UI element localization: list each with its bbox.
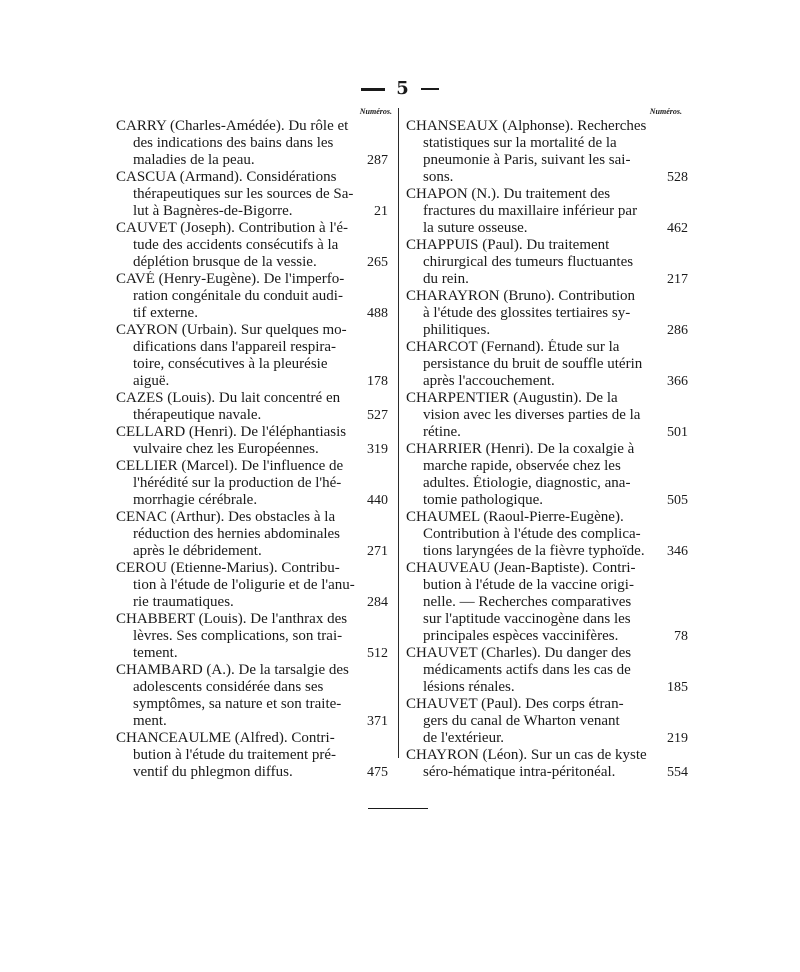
entry-text-line: la suture osseuse. xyxy=(423,220,528,236)
index-entry xyxy=(406,560,688,645)
entry-number: 366 xyxy=(667,374,688,389)
entry-text-line: lésions rénales. xyxy=(423,679,515,695)
column-divider xyxy=(398,108,399,758)
index-entry xyxy=(116,322,392,390)
entry-number: 501 xyxy=(667,425,688,440)
entry-number: 219 xyxy=(667,731,688,746)
entry-text-line: réduction des hernies abdominales xyxy=(133,526,341,542)
entry-text-line: bution à l'étude de la vaccine origi- xyxy=(423,577,634,593)
entry-text-line: gers du canal de Wharton venant xyxy=(423,713,620,729)
index-entry xyxy=(406,339,688,390)
entry-text-line: ration congénitale du conduit audi- xyxy=(133,288,343,304)
index-entry xyxy=(406,390,688,441)
entry-text-line: l'hérédité sur la production de l'hé- xyxy=(133,475,342,491)
index-entry xyxy=(116,730,392,781)
entry-text-line: de l'extérieur. xyxy=(423,730,504,746)
entry-text-line: vision avec les diverses parties de la xyxy=(423,407,641,423)
entry-heading-line: CHARAYRON (Bruno). Contribution xyxy=(406,288,636,304)
entry-text-line: lut à Bagnères-de-Bigorre. xyxy=(133,203,293,219)
entry-text-line: thérapeutiques sur les sources de Sa- xyxy=(133,186,354,202)
entry-number: 346 xyxy=(667,544,688,559)
entry-number: 505 xyxy=(667,493,688,508)
entry-heading-line: CHAUVET (Charles). Du danger des xyxy=(406,645,632,661)
column-label: Numéros. xyxy=(359,107,392,116)
entry-text-line: adultes. Étiologie, diagnostic, ana- xyxy=(423,475,631,491)
index-entry xyxy=(406,237,688,288)
entry-text-line: tions laryngées de la fièvre typhoïde. xyxy=(423,543,645,559)
entry-heading-line: CHANCEAULME (Alfred). Contri- xyxy=(116,730,335,746)
entry-text-line: des indications des bains dans les xyxy=(133,135,334,151)
entry-number: 475 xyxy=(367,765,388,780)
entry-number: 265 xyxy=(367,255,388,270)
entry-text-line: adolescents considérée dans ses xyxy=(133,679,324,695)
header-dash-right xyxy=(421,88,439,90)
entry-text-line: déplétion brusque de la vessie. xyxy=(133,254,317,270)
entry-text-line: philitiques. xyxy=(423,322,491,338)
index-entry xyxy=(116,169,392,220)
index-entry xyxy=(116,509,392,560)
entry-text-line: vulvaire chez les Européennes. xyxy=(133,441,319,457)
index-entry xyxy=(406,186,688,237)
left-column xyxy=(116,106,392,781)
entry-heading-line: CHARPENTIER (Augustin). De la xyxy=(406,390,618,406)
index-entry xyxy=(406,441,688,509)
entry-heading-line: CENAC (Arthur). Des obstacles à la xyxy=(116,509,336,525)
entry-number: 554 xyxy=(667,765,688,780)
entry-text-line: statistiques sur la mortalité de la xyxy=(423,135,617,151)
entry-heading-line: CAZES (Louis). Du lait concentré en xyxy=(116,390,341,406)
entry-heading-line: CELLIER (Marcel). De l'influence de xyxy=(116,458,344,474)
entry-text-line: ventif du phlegmon diffus. xyxy=(133,764,293,780)
index-entry xyxy=(406,645,688,696)
entry-heading-line: CAUVET (Joseph). Contribution à l'é- xyxy=(116,220,348,236)
entry-text-line: rie traumatiques. xyxy=(133,594,234,610)
entry-number: 287 xyxy=(367,153,388,168)
entry-number: 462 xyxy=(667,221,688,236)
entry-number: 178 xyxy=(367,374,388,389)
entry-heading-line: CEROU (Etienne-Marius). Contribu- xyxy=(116,560,340,576)
entry-heading-line: CHARCOT (Fernand). Étude sur la xyxy=(406,339,620,355)
entry-number: 78 xyxy=(674,629,688,644)
entry-text-line: difications dans l'appareil respira- xyxy=(133,339,337,355)
entry-text-line: lèvres. Ses complications, son trai- xyxy=(133,628,343,644)
entry-text-line: toire, consécutives à la pleurésie xyxy=(133,356,328,372)
entry-number: 528 xyxy=(667,170,688,185)
entry-heading-line: CAVÉ (Henry-Eugène). De l'imperfo- xyxy=(116,271,345,287)
index-entry xyxy=(406,288,688,339)
page-number: 5 xyxy=(396,78,410,99)
entry-heading-line: CHAUVET (Paul). Des corps étran- xyxy=(406,696,624,712)
index-entry xyxy=(406,696,688,747)
entry-text-line: thérapeutique navale. xyxy=(133,407,262,423)
index-entry xyxy=(406,509,688,560)
entry-text-line: rétine. xyxy=(423,424,461,440)
entry-text-line: aiguë. xyxy=(133,373,170,389)
entry-heading-line: CHAYRON (Léon). Sur un cas de kyste xyxy=(406,747,647,763)
index-entry xyxy=(116,118,392,169)
entry-text-line: à l'étude des glossites tertiaires sy- xyxy=(423,305,631,321)
entry-heading-line: CHAUMEL (Raoul-Pierre-Eugène). xyxy=(406,509,624,525)
entry-text-line: bution à l'étude du traitement pré- xyxy=(133,747,337,763)
entry-heading-line: CHARRIER (Henri). De la coxalgie à xyxy=(406,441,635,457)
entry-text-line: pneumonie à Paris, suivant les sai- xyxy=(423,152,631,168)
entry-text-line: tomie pathologique. xyxy=(423,492,543,508)
entry-text-line: tement. xyxy=(133,645,178,661)
entry-text-line: chirurgical des tumeurs fluctuantes xyxy=(423,254,634,270)
entry-text-line: principales espèces vaccinifères. xyxy=(423,628,619,644)
entry-text-line: du rein. xyxy=(423,271,469,287)
entry-text-line: médicaments actifs dans les cas de xyxy=(423,662,631,678)
entry-number: 286 xyxy=(667,323,688,338)
entry-text-line: morrhagie cérébrale. xyxy=(133,492,258,508)
right-column xyxy=(406,106,688,781)
entry-text-line: séro-hématique intra-péritonéal. xyxy=(423,764,616,780)
entry-number: 217 xyxy=(667,272,688,287)
entry-text-line: marche rapide, observée chez les xyxy=(423,458,621,474)
index-entry xyxy=(116,458,392,509)
entry-text-line: tude des accidents consécutifs à la xyxy=(133,237,339,253)
entry-text-line: Contribution à l'étude des complica- xyxy=(423,526,641,542)
index-entry xyxy=(406,747,688,781)
entry-heading-line: CASCUA (Armand). Considérations xyxy=(116,169,337,185)
entry-number: 512 xyxy=(367,646,388,661)
footer-rule xyxy=(368,808,428,809)
entry-number: 371 xyxy=(367,714,388,729)
entry-number: 440 xyxy=(367,493,388,508)
entry-text-line: nelle. — Recherches comparatives xyxy=(423,594,632,610)
entry-text-line: sur l'aptitude vaccinogène dans les xyxy=(423,611,631,627)
entry-text-line: après le débridement. xyxy=(133,543,262,559)
index-entry xyxy=(116,271,392,322)
entry-heading-line: CHABBERT (Louis). De l'anthrax des xyxy=(116,611,348,627)
entry-number: 284 xyxy=(367,595,388,610)
index-entry xyxy=(116,424,392,458)
index-entry xyxy=(116,662,392,730)
entry-text-line: sons. xyxy=(423,169,454,185)
entry-number: 319 xyxy=(367,442,388,457)
entry-number: 271 xyxy=(367,544,388,559)
entry-number: 488 xyxy=(367,306,388,321)
index-entry xyxy=(116,560,392,611)
entry-heading-line: CAYRON (Urbain). Sur quelques mo- xyxy=(116,322,347,338)
entry-heading-line: CARRY (Charles-Amédée). Du rôle et xyxy=(116,118,349,134)
entry-heading-line: CHAUVEAU (Jean-Baptiste). Contri- xyxy=(406,560,636,576)
index-entry xyxy=(116,220,392,271)
entry-number: 185 xyxy=(667,680,688,695)
entry-text-line: symptômes, sa nature et son traite- xyxy=(133,696,342,712)
entry-text-line: maladies de la peau. xyxy=(133,152,255,168)
entry-heading-line: CHAMBARD (A.). De la tarsalgie des xyxy=(116,662,349,678)
column-label: Numéros. xyxy=(649,107,682,116)
page-header xyxy=(0,78,800,99)
entry-text-line: tif externe. xyxy=(133,305,198,321)
entry-text-line: tion à l'étude de l'oligurie et de l'anu- xyxy=(133,577,355,593)
entry-heading-line: CHAPPUIS (Paul). Du traitement xyxy=(406,237,610,253)
index-entry xyxy=(116,611,392,662)
entry-text-line: après l'accouchement. xyxy=(423,373,555,389)
entry-number: 527 xyxy=(367,408,388,423)
entry-number: 21 xyxy=(374,204,388,219)
entry-heading-line: CHANSEAUX (Alphonse). Recherches xyxy=(406,118,647,134)
header-dash-left xyxy=(361,88,385,91)
entry-heading-line: CELLARD (Henri). De l'éléphantiasis xyxy=(116,424,347,440)
entry-heading-line: CHAPON (N.). Du traitement des xyxy=(406,186,611,202)
entry-text-line: ment. xyxy=(133,713,167,729)
index-entry xyxy=(406,118,688,186)
entry-text-line: persistance du bruit de souffle utérin xyxy=(423,356,643,372)
entry-text-line: fractures du maxillaire inférieur par xyxy=(423,203,638,219)
index-entry xyxy=(116,390,392,424)
